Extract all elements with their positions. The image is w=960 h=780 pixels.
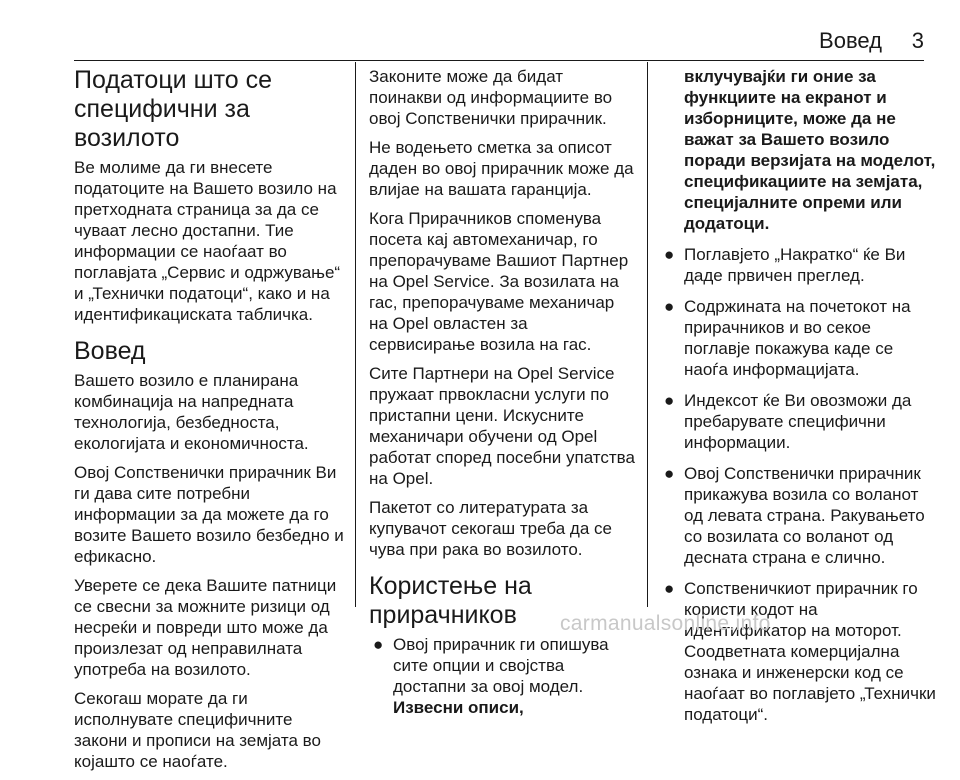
watermark: carmanualsonline.info (560, 612, 771, 635)
page-number: 3 (911, 28, 924, 53)
paragraph: Уверете се дека Вашите патници се свесни за можните ризици од несреќи и повреди што може да произлезат од неправилната употреба на возилото. (74, 576, 337, 679)
bullet-icon: ● (664, 579, 675, 598)
section-heading-introduction: Вовед (74, 337, 146, 365)
list-item (369, 634, 637, 718)
column-divider (355, 62, 356, 607)
list-item-text: Поглавјето „Накратко“ ќе Ви даде првичен преглед. (684, 245, 906, 285)
paragraph: Сите Партнери на Opel Service пружаат првокласни услуги по пристапни цени. Искусните механичари обучени од Opel работат според посебни упатства на Opel. (369, 364, 635, 488)
column-divider (647, 62, 648, 607)
list-item (660, 244, 936, 286)
list-item-text: Овој Сопственички прирачник прикажува возила со воланот од левата страна. Ракувањето со возилата со воланот од десната страна е слично. (684, 464, 925, 567)
bullet-icon: ● (373, 635, 384, 654)
bullet-icon: ● (664, 297, 675, 316)
list-item-bold-text: Извесни описи, (393, 698, 524, 717)
header-rule (74, 60, 924, 61)
bullet-list (369, 634, 637, 718)
list-item-text: Сопственичкиот прирачник го користи кодот на идентификатор на моторот. Соодветната комерцијална ознака и инженерски код се наоѓаат во поглавјето „Технички податоци“. (684, 579, 936, 724)
section-heading-vehicle-data: Податоци што се специфични за возилото (74, 66, 273, 152)
paragraph: Секогаш морате да ги исполнувате специфичните закони и прописи на земјата во којашто се наоѓате. (74, 689, 321, 771)
paragraph: Ве молиме да ги внесете податоците на Вашето возило на претходната страница за да се чуваат лесно достапни. Тие информации се наоѓаат во поглавјата „Сервис и одржување“ и „Технички податоци“, како и на идентификациската табличка. (74, 158, 341, 324)
list-item (660, 390, 936, 453)
paragraph: Законите може да бидат поинакви од информациите во овој Сопственички прирачник. (369, 67, 613, 128)
list-item-text: Овој прирачник ги опишува сите опции и својства достапни за овој модел. (393, 635, 609, 696)
paragraph: Вашето возило е планирана комбинација на напредната технологија, безбедноста, еколoгијата и економичноста. (74, 371, 309, 453)
bullet-icon: ● (664, 391, 675, 410)
paragraph: Не водењето сметка за описот даден во овој прирачник може да влијае на вашата гаранција. (369, 138, 634, 199)
bullet-list (660, 244, 936, 725)
paragraph: Овој Сопственички прирачник Ви ги дава сите потребни информации за да можете да го возите Вашето возило безбедно и ефикасно. (74, 463, 344, 566)
page-header (0, 0, 960, 60)
list-item-text: Содржината на почетокот на прирачников и во секое поглавје покажува каде се наоѓа информацијата. (684, 297, 911, 379)
paragraph: Кога Прирачников споменува посета кај автомеханичар, го препорачуваме Вашиот Партнер на Opel Service. За возилата на гас, препорачуваме механичар на Opel овластен за сервисирање возила на гас. (369, 209, 629, 354)
column-left (74, 66, 344, 780)
list-item-text: Индексот ќе Ви овозможи да пребарувате специфични информации. (684, 391, 912, 452)
list-item (660, 463, 936, 568)
paragraph: Пакетот со литературата за купувачот секогаш треба да се чува при рака во возилото. (369, 498, 612, 559)
section-heading-using-manual: Користење на прирачников (369, 572, 532, 629)
bold-continuation: вклучувајќи ги оние за функциите на екранот и изборниците, може да не важат за Вашето возило поради верзијата на моделот, спецификациите на земјата, специјалните опреми или додатоци. (684, 67, 936, 233)
bullet-icon: ● (664, 245, 675, 264)
running-title: Вовед (819, 28, 882, 53)
bullet-icon: ● (664, 464, 675, 483)
list-item (660, 578, 936, 725)
list-item (660, 296, 936, 380)
